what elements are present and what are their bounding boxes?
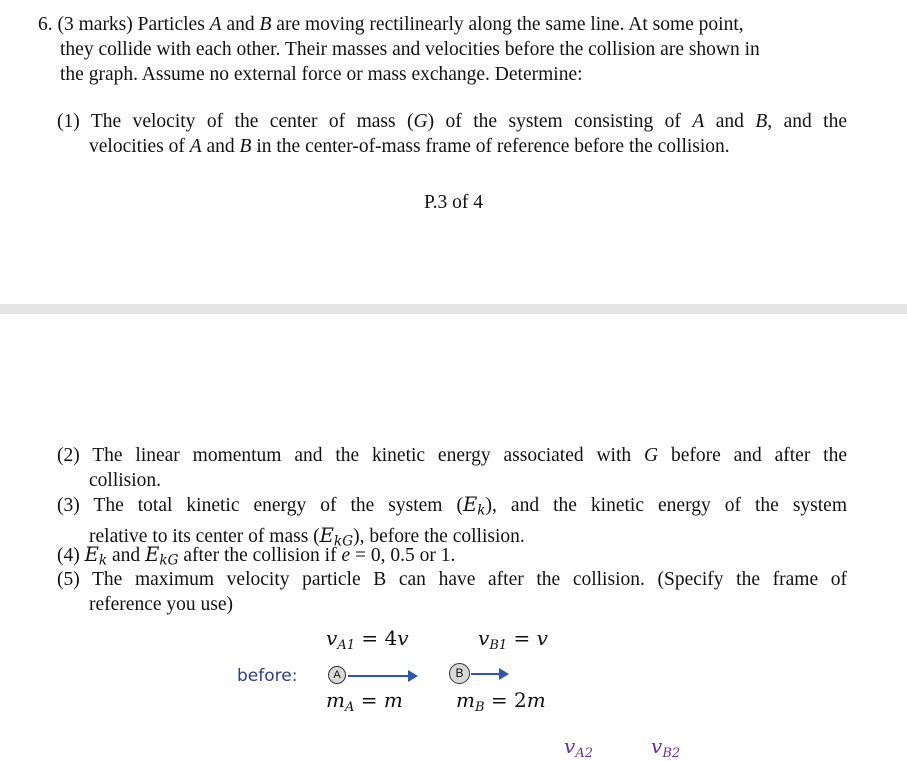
particle-A-icon: A <box>328 666 346 684</box>
question-6 <box>38 12 838 87</box>
page-number: P.3 of 4 <box>423 192 484 213</box>
part-2-line-2: collision. <box>89 470 162 491</box>
question-line-3: the graph. Assume no external force or mass exchange. Determine: <box>60 64 583 85</box>
velocity-B2-label: $v_{B2}$ <box>651 734 681 761</box>
velocity-A1-label: $v_{A1} = 4v$ <box>326 626 409 653</box>
part-4-line-1: (4) Ek and EkG after the collision if e = 0, 0.5 or 1. <box>57 543 456 569</box>
part-2-line-1: (2) The linear momentum and the kinetic energy associated with G before and after the <box>57 445 847 466</box>
mass-B-label: $m_B = 2m$ <box>456 688 546 715</box>
part-1 <box>57 109 847 159</box>
part-3-line-1: (3) The total kinetic energy of the system (Ek), and the kinetic energy of the system <box>57 493 847 519</box>
velocity-B1-label: $v_{B1} = v$ <box>478 626 548 653</box>
velocity-A-arrow-icon <box>348 675 410 677</box>
page-3 <box>0 0 907 304</box>
part-3-line-2: relative to its center of mass (EkG), before the collision. <box>89 524 525 550</box>
question-line-2: they collide with each other. Their masses and velocities before the collision are shown in <box>60 39 760 60</box>
particle-B-icon: B <box>449 663 470 684</box>
velocity-B-arrow-icon <box>471 673 501 675</box>
part-1-line-2: velocities of A and B in the center-of-mass frame of reference before the collision. <box>89 136 730 157</box>
part-5-line-2: reference you use) <box>89 594 233 615</box>
mass-A-label: $m_A = m$ <box>326 688 403 715</box>
part-2 <box>57 443 847 493</box>
part-1-line-1: (1) The velocity of the center of mass (G) of the system consisting of A and B, and the <box>57 111 847 132</box>
before-label: before: <box>237 666 298 686</box>
part-5 <box>57 567 847 617</box>
page-4 <box>0 314 907 761</box>
part-5-line-1: (5) The maximum velocity particle B can have after the collision. (Specify the frame of <box>57 569 847 590</box>
question-line-1: 6. (3 marks) Particles A and B are moving rectilinearly along the same line. At some point, <box>38 14 744 35</box>
velocity-A2-label: $v_{A2}$ <box>564 734 593 761</box>
page-separator <box>0 304 907 314</box>
